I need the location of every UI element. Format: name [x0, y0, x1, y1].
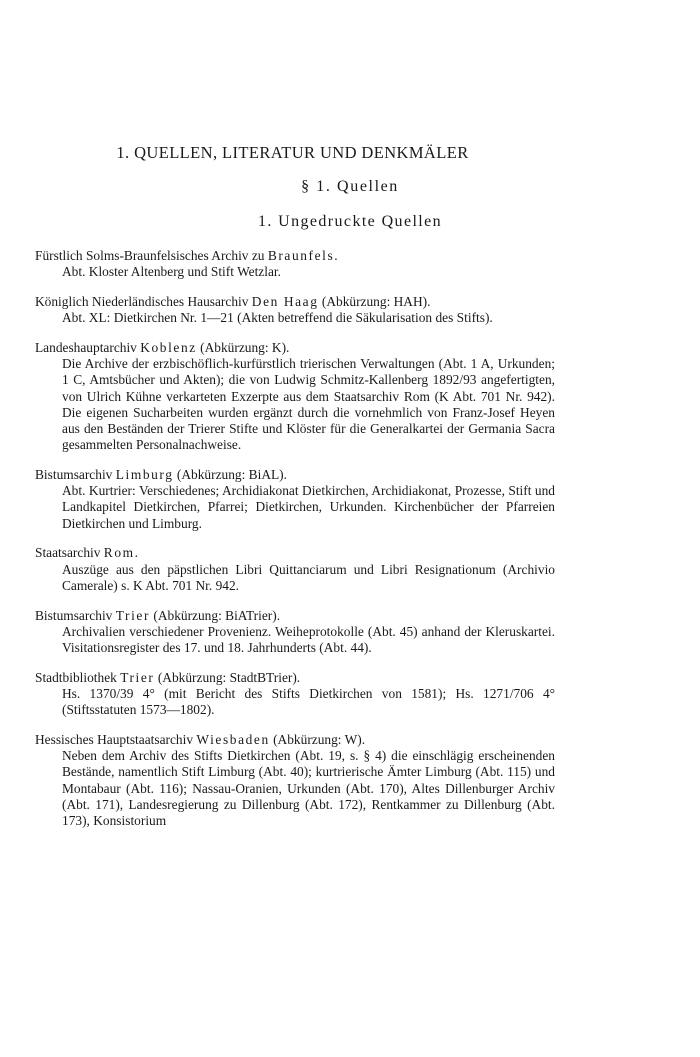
archive-description: Neben dem Archiv des Stifts Dietkirchen (Abt. 19, s. § 4) die einschlägig erscheinenden Bestände, namentlich Stift Limburg (Abt. 40); kurtrierische Ämter Limburg (Abt. 115) und Montabaur (Abt. 116); Nassau-Oranien, Urkunden (Abt. 170), Altes Dillenburger Archiv (Abt. 171), Landesregierung zu Dillenburg (Abt. 172), Rentkammer zu Dillenburg (Abt. 173), Konsistorium: [62, 748, 555, 829]
archive-heading: Stadtbibliothek Trier (Abkürzung: StadtBTrier).: [35, 669, 301, 685]
archive-description: Abt. XL: Dietkirchen Nr. 1—21 (Akten betreffend die Säkularisation des Stifts).: [62, 310, 493, 326]
archive-place: Limburg: [115, 467, 174, 483]
archive-entry: [35, 608, 555, 657]
archive-description: Hs. 1370/39 4° (mit Bericht des Stifts Dietkirchen von 1581); Hs. 1271/706 4° (Stiftsstatuten 1573—1802).: [62, 686, 555, 718]
archive-description: Auszüge aus den päpstlichen Libri Quittanciarum und Libri Resignationum (Archivio Camerale) s. K Abt. 701 Nr. 942.: [62, 561, 555, 593]
archive-entry: [35, 248, 555, 280]
archive-entry: [35, 467, 555, 532]
archive-entry: [35, 732, 555, 829]
archive-place: Rom: [103, 545, 135, 561]
archive-entry: [35, 670, 555, 719]
archive-heading: Staatsarchiv Rom.: [35, 545, 138, 561]
archive-place: Den Haag: [251, 294, 319, 309]
archive-description: Abt. Kloster Altenberg und Stift Wetzlar.: [62, 264, 281, 280]
archive-heading: Königlich Niederländisches Hausarchiv Den Haag (Abkürzung: HAH).: [35, 294, 431, 309]
archive-entry: [35, 340, 555, 453]
archive-entry: [35, 294, 555, 326]
archive-heading: Bistumsarchiv Limburg (Abkürzung: BiAL).: [35, 467, 287, 483]
archive-description: Abt. Kurtrier: Verschiedenes; Archidiakonat Dietkirchen, Archidiakonat, Prozesse, Stift und Landkapitel Dietkirchen, Pfarrei; Dietkirchen, Urkunden. Kirchenbücher der Pfarreien Dietkirchen und Limburg.: [62, 483, 555, 531]
archive-list: [35, 248, 555, 843]
archive-heading: Hessisches Hauptstaatsarchiv Wiesbaden (Abkürzung: W).: [35, 732, 366, 748]
archive-entry: [35, 545, 555, 594]
archive-description: Archivalien verschiedener Provenienz. Weiheprotokolle (Abt. 45) anhand der Kleruskartei. Visitationsregister des 17. und 18. Jahrhunderts (Abt. 44).: [62, 623, 555, 656]
archive-heading: Bistumsarchiv Trier (Abkürzung: BiATrier).: [35, 607, 281, 623]
archive-description: Die Archive der erzbischöflich-kurfürstlich trierischen Verwaltungen (Abt. 1 A, Urkunden; 1 C, Amtsbücher und Akten); die von Ludwig Schmitz-Kallenberg 1892/93 angefertigten, von Ulrich Kühne verkarteten Exzerpte aus dem Staatsarchiv Rom (K Abt. 701 Nr. 942). Die eigenen Sucharbeiten wurden ergänzt durch die vornehmlich von Franz-Josef Heyen aus den Beständen der Trierer Stifte und Klöster für die Generalkartei der Germania Sacra gesammelten Personalnachweise.: [62, 356, 555, 453]
archive-place: Wiesbaden: [196, 732, 270, 748]
archive-heading: Fürstlich Solms-Braunfelsisches Archiv zu Braunfels.: [35, 248, 338, 263]
chapter-title: 1. QUELLEN, LITERATUR UND DENKMÄLER: [116, 143, 469, 162]
archive-place: Trier: [120, 669, 155, 685]
subsection-title: 1. Ungedruckte Quellen: [257, 213, 443, 230]
section-title: § 1. Quellen: [301, 178, 399, 195]
archive-place: Trier: [115, 607, 151, 623]
archive-place: Koblenz: [140, 340, 197, 355]
archive-heading: Landeshauptarchiv Koblenz (Abkürzung: K).: [35, 340, 290, 355]
archive-place: Braunfels: [267, 248, 335, 263]
